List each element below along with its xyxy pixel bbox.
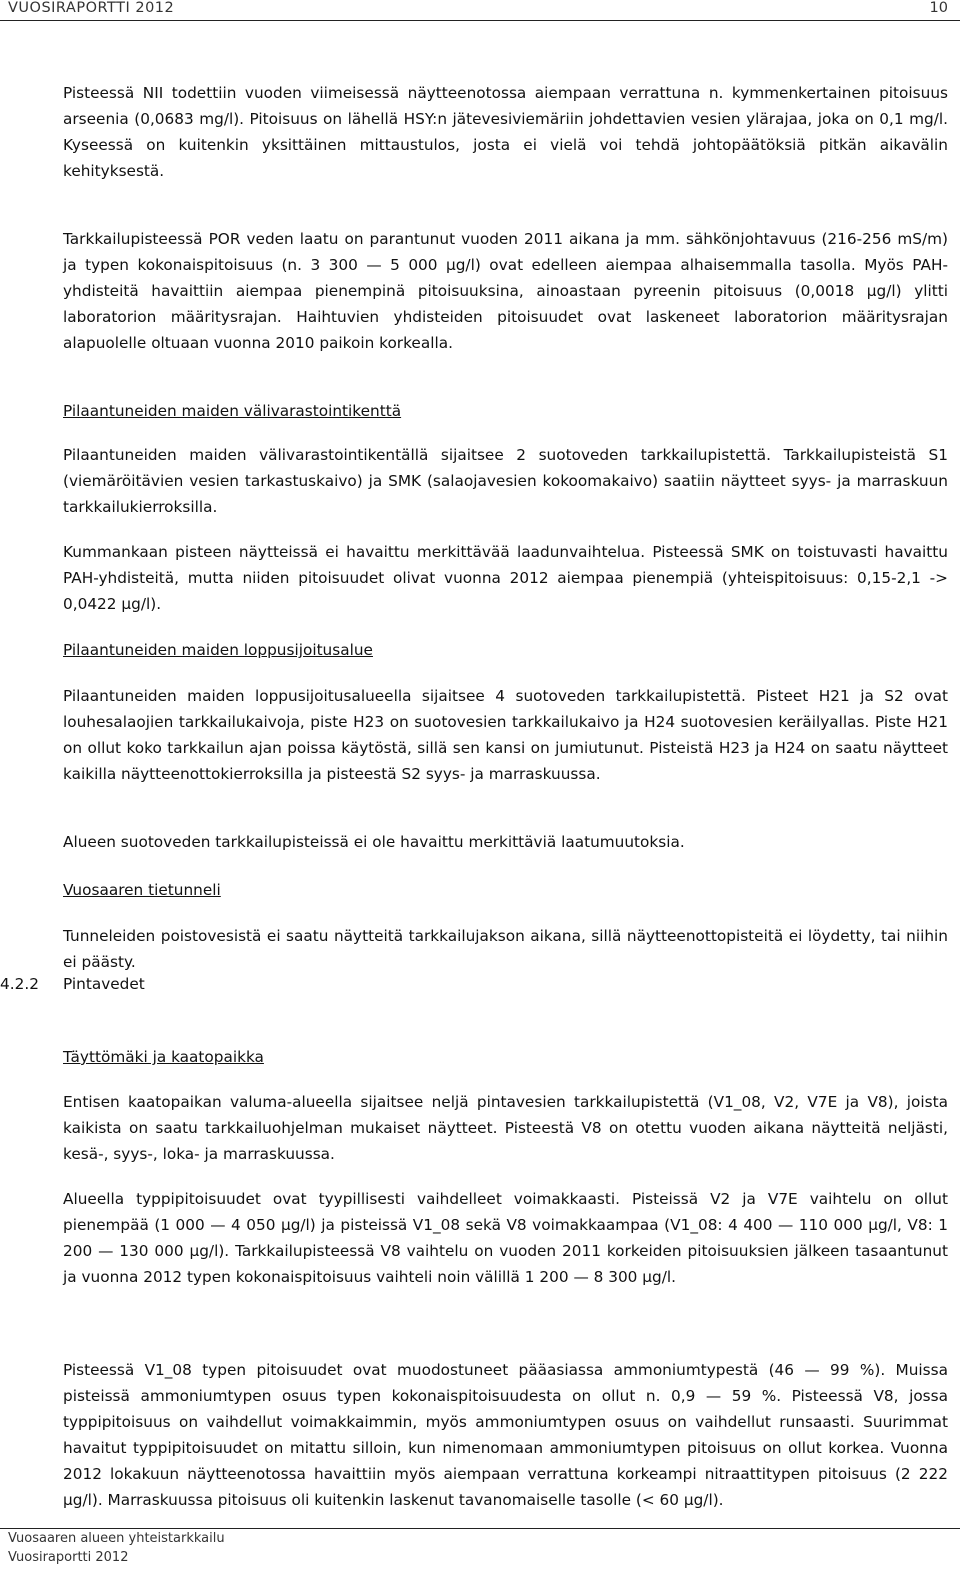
paragraph-valivarastointi: Pilaantuneiden maiden välivarastointikentällä sijaitsee 2 suotoveden tarkkailupistettä. Tarkkailupisteistä S1 (viemäröitävien vesien tarkastuskaivo) ja SMK (salaojavesien kokoomakaivo) saatiin näytteet syys- ja marraskuun tarkkailukierroksilla. — [63, 446, 948, 516]
paragraph-arsenic: Pisteessä NII todettiin vuoden viimeisessä näytteenotossa aiempaan verrattuna n. kymmenkertainen pitoisuus arseenia (0,0683 mg/l). Pitoisuus on lähellä HSY:n jätevesiviemäriin johdettavien vesien ylärajaa, joka on 0,1 mg/l. Kyseessä on kuitenkin yksittäinen mittaustulos, josta ei vielä voi tehdä johtopäätöksiä pitkän aikavälin kehityksestä. — [63, 84, 948, 180]
paragraph-por: Tarkkailupisteessä POR veden laatu on parantunut vuoden 2011 aikana ja mm. sähkönjohtavuus (216-256 mS/m) ja typen kokonaispitoisuus (n. 3 300 — 5 000 µg/l) ovat edelleen aiempaa alhaisemmalla tasolla. Myös PAH-yhdisteitä havaittiin aiempaa pienempinä pitoisuuksina, ainoastaan pyreenin pitoisuus (0,0018 µg/l) ylitti laboratorion määritysrajan. Haihtuvien yhdisteiden pitoisuudet ovat laskeneet laboratorion määritysrajan alapuolelle oltuaan vuonna 2010 paikoin korkealla. — [63, 230, 948, 352]
footer-report-name: Vuosaaren alueen yhteistarkkailu — [8, 1531, 225, 1546]
header-divider — [0, 20, 960, 21]
paragraph-tietunneli: Tunneleiden poistovesistä ei saatu näytteitä tarkkailujakson aikana, sillä näytteenottopisteitä ei löydetty, tai niihin ei päästy. — [63, 927, 948, 971]
paragraph-ammoniumtyppi: Pisteessä V1_08 typen pitoisuudet ovat muodostuneet pääasiassa ammoniumtypestä (46 — 99 %). Muissa pisteissä ammoniumtypen osuus typen kokonaispitoisuudesta on ollut n. 0,9 — 59 %. Pisteessä V8, jossa typpipitoisuus on vaihdellut voimakkaimmin, myös ammoniumtypen osuus on vaihdellut runsaasti. Suurimmat havaitut typpipitoisuudet on mitattu silloin, kun nimenomaan ammoniumtypen pitoisuus on ollut korkea. Vuonna 2012 lokakuun näytteenotossa havaittiin myös aiempaan verrattuna korkeampi nitraattitypen pitoisuus (2 222 µg/l). Marraskuussa pitoisuus oli kuitenkin laskenut tavanomaiselle tasolle (< 60 µg/l). — [63, 1361, 948, 1509]
subheading-loppusijoitus: Pilaantuneiden maiden loppusijoitusalue — [63, 641, 373, 659]
footer-divider — [0, 1528, 960, 1529]
paragraph-laatumuutokset: Alueen suotoveden tarkkailupisteissä ei ole havaittu merkittäviä laatumuutoksia. — [63, 833, 685, 851]
subheading-valivarastointi: Pilaantuneiden maiden välivarastointikenttä — [63, 402, 402, 420]
subheading-tayttomaki: Täyttömäki ja kaatopaikka — [63, 1048, 264, 1066]
section-title: Pintavedet — [63, 975, 145, 993]
paragraph-loppusijoitus: Pilaantuneiden maiden loppusijoitusalueella sijaitsee 4 suotoveden tarkkailupistettä. Pisteet H21 ja S2 ovat louhesalaojien tarkkailukaivoja, piste H23 on suotovesien tarkkailukaivo ja H24 suotovesien keräilyallas. Piste H21 on ollut koko tarkkailun ajan poissa käytöstä, sillä sen kansi on jumiutunut. Pisteistä H23 ja H24 on saatu näytteet kaikilla näytteenottokierroksilla ja pisteestä S2 syys- ja marraskuussa. — [63, 687, 948, 783]
section-number: 4.2.2 — [0, 975, 39, 993]
paragraph-smk: Kummankaan pisteen näytteissä ei havaittu merkittävää laadunvaihtelua. Pisteessä SMK on toistuvasti havaittu PAH-yhdisteitä, mutta niiden pitoisuudet olivat vuonna 2012 aiempaa pienempiä (yhteispitoisuus: 0,15-2,1 -> 0,0422 µg/l). — [63, 543, 948, 613]
footer-report-year: Vuosiraportti 2012 — [8, 1550, 129, 1565]
page-number: 10 — [929, 0, 948, 16]
header-title: VUOSIRAPORTTI 2012 — [8, 0, 175, 16]
subheading-tietunneli: Vuosaaren tietunneli — [63, 881, 221, 899]
paragraph-kaatopaikka: Entisen kaatopaikan valuma-alueella sijaitsee neljä pintavesien tarkkailupistettä (V1_08, V2, V7E ja V8), joista kaikista on saatu tarkkailuohjelman mukaiset näytteet. Pisteestä V8 on otettu vuoden aikana näytteitä neljästi, kesä-, syys-, loka- ja marraskuussa. — [63, 1093, 948, 1163]
paragraph-typpipitoisuudet: Alueella typpipitoisuudet ovat tyypillisesti vaihdelleet voimakkaasti. Pisteissä V2 ja V7E vaihtelu on ollut pienempää (1 000 — 4 050 µg/l) ja pisteissä V1_08 sekä V8 voimakkaampaa (V1_08: 4 400 — 110 000 µg/l, V8: 1 200 — 130 000 µg/l). Tarkkailupisteessä V8 vaihtelu on vuoden 2011 korkeiden pitoisuuksien jälkeen tasaantunut ja vuonna 2012 typen kokonaispitoisuus vaihteli noin välillä 1 200 — 8 300 µg/l. — [63, 1190, 948, 1286]
